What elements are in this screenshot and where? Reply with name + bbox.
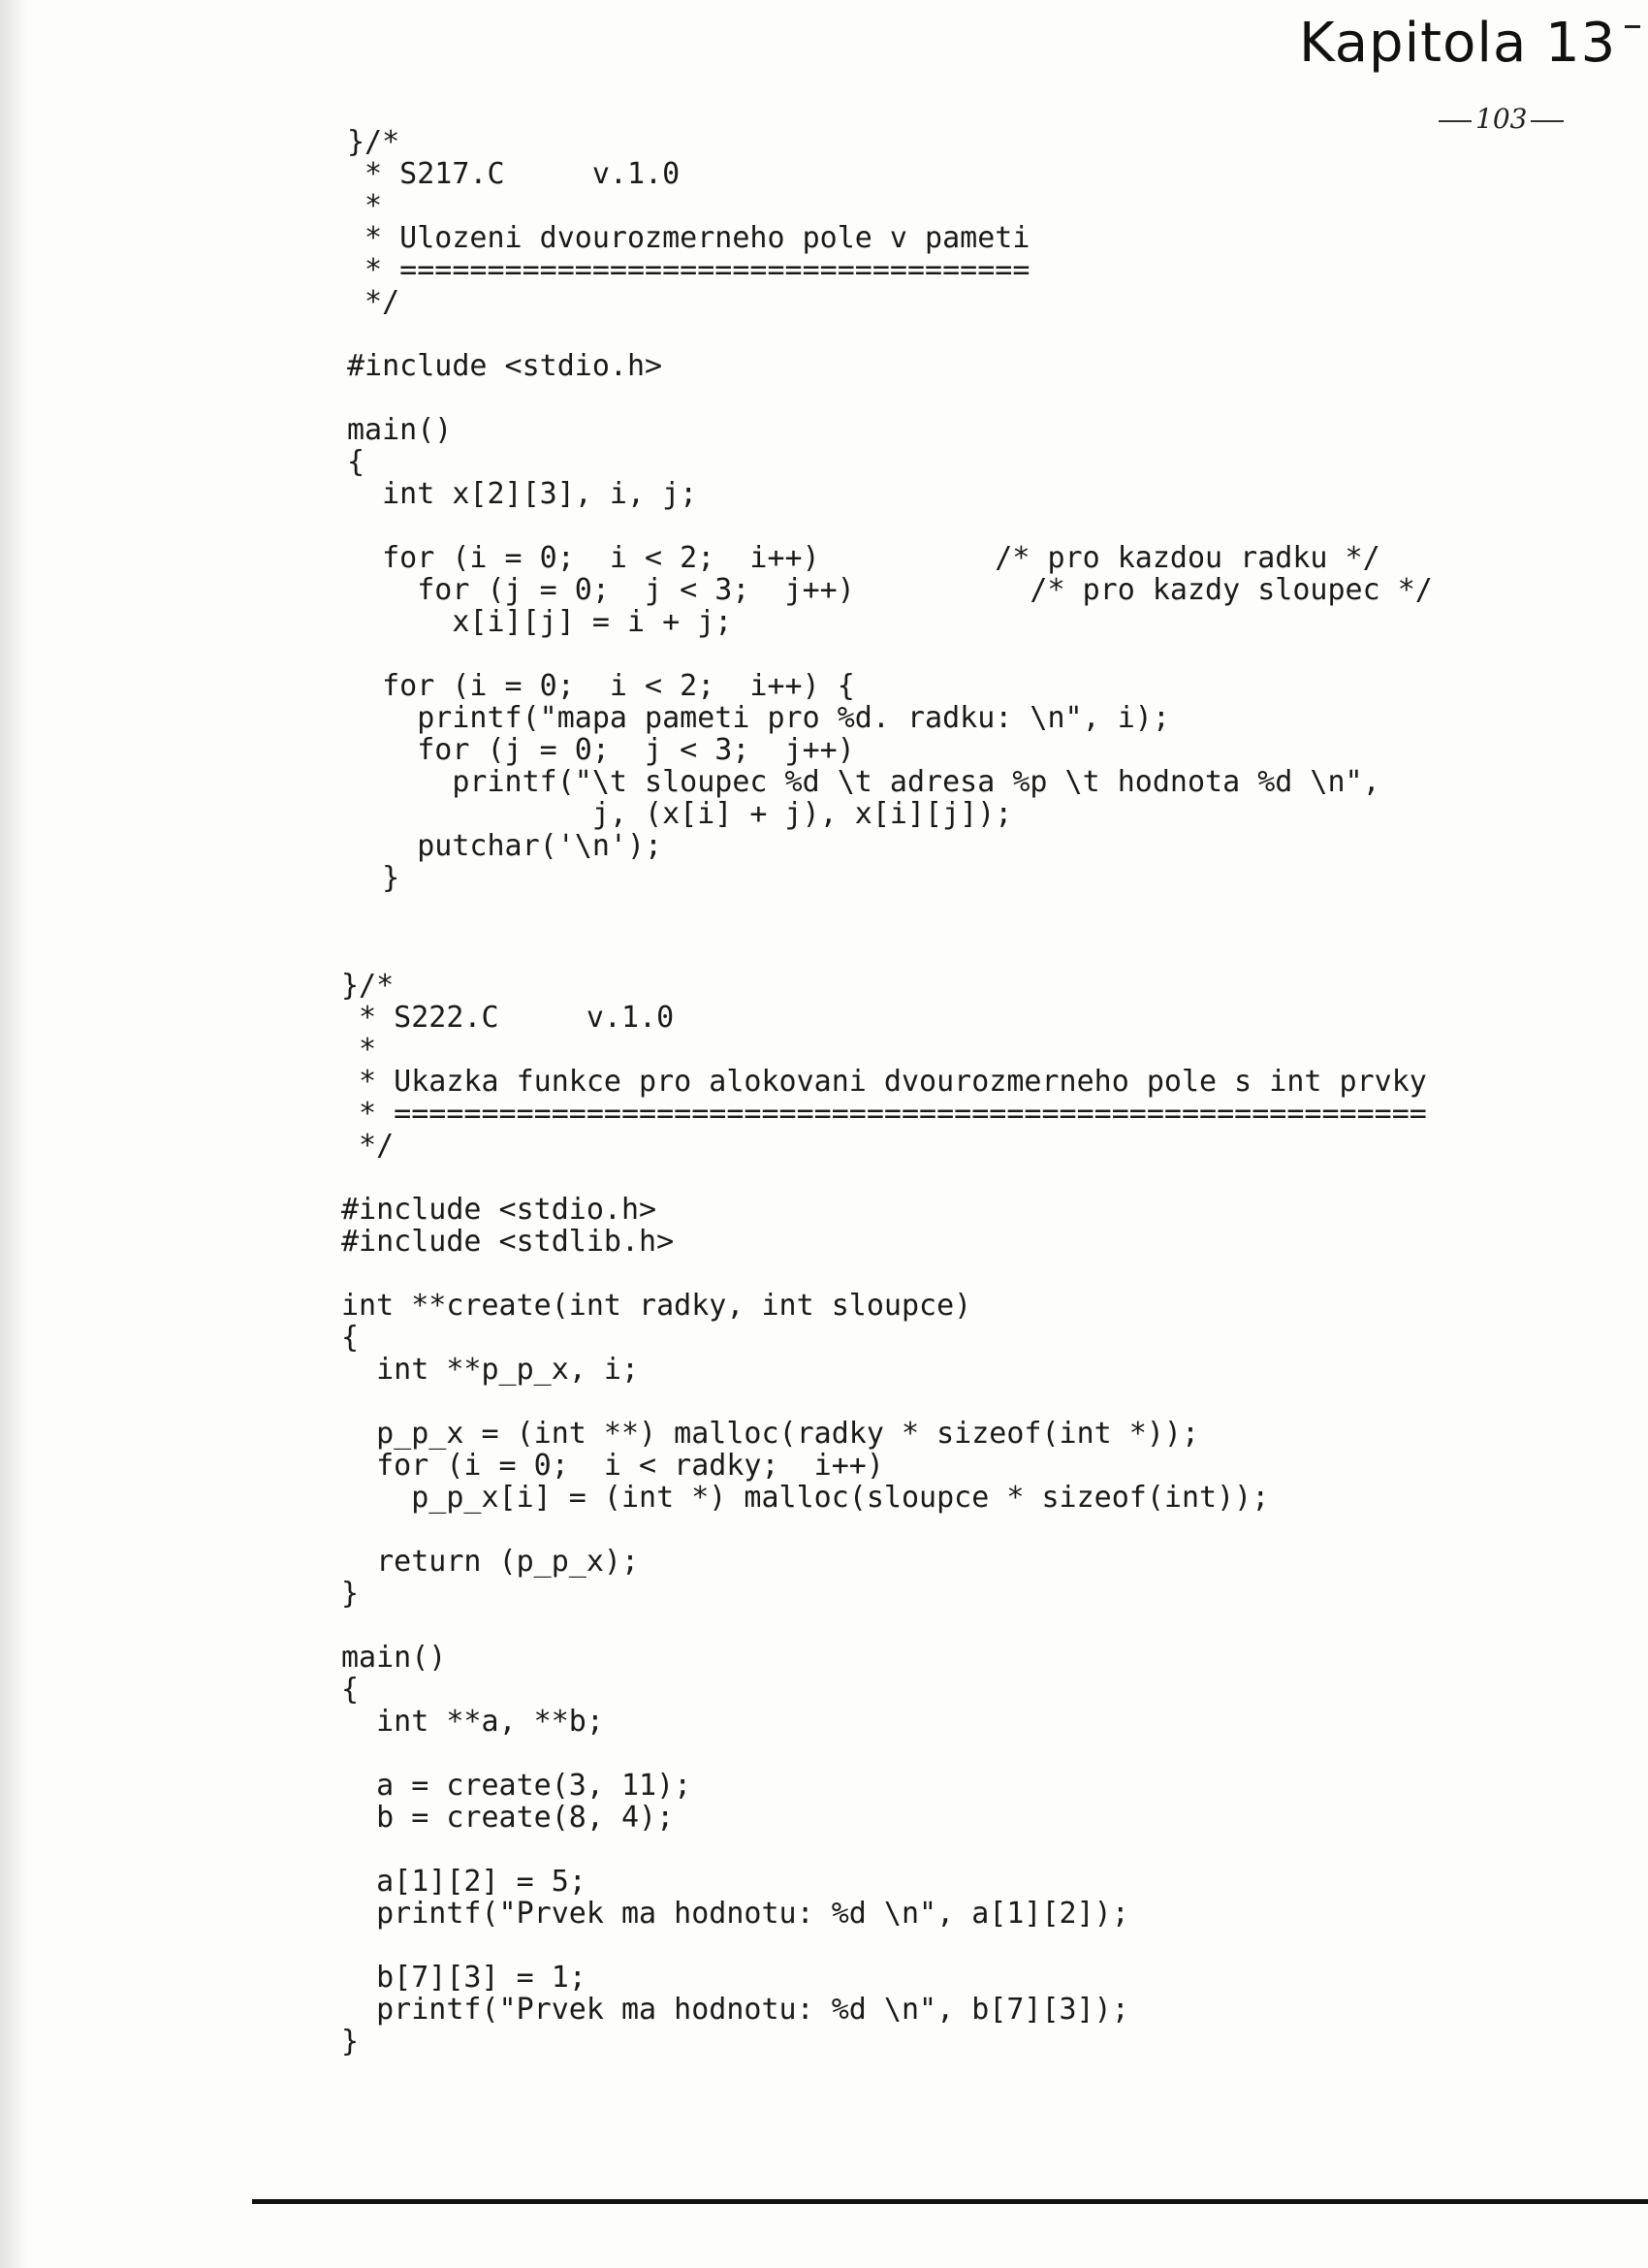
code-listing-s222: }/* * S222.C v.1.0 * * Ukazka funkce pro alokovani dvourozmerneho pole s int prvky * =========================================================== */ #include <stdio.h> #include <stdlib.h> int **create(int radky, int sloupce) { int **p_p_x, i; p_p_x = (int **) malloc(radky * sizeof(int *)); for (i = 0; i < radky; i++) p_p_x[i] = (int *) malloc(sloupce * sizeof(int)); return (p_p_x); } main() { int **a, **b; a = create(3, 11); b = create(8, 4); a[1][2] = 5; printf("Prvek ma hodnotu: %d \n", a[1][2]); b[7][3] = 1; printf("Prvek ma hodnotu: %d \n", b[7][3]); }	[341, 969, 1427, 2059]
bottom-rule	[252, 2199, 1648, 2204]
chapter-heading: Kapitola 13	[1299, 12, 1617, 75]
scan-edge-shadow	[0, 0, 27, 2268]
page-number: 103	[1435, 103, 1568, 135]
code-listing-s217: }/* * S217.C v.1.0 * * Ulozeni dvourozmerneho pole v pameti * ==================================== */ #include <stdio.h> main() { int x[2][3], i, j; for (i = 0; i < 2; i++) /* pro kazdou radku */ for (j = 0; j < 3; j++) /* pro kazdy sloupec */ x[i][j] = i + j; for (i = 0; i < 2; i++) { printf("mapa pameti pro %d. radku: \n", i); for (j = 0; j < 3; j++) printf("\t sloupec %d \t adresa %p \t hodnota %d \n", j, (x[i] + j), x[i][j]); putchar('\n'); }	[347, 125, 1433, 895]
chapter-tick-mark	[1625, 25, 1640, 28]
